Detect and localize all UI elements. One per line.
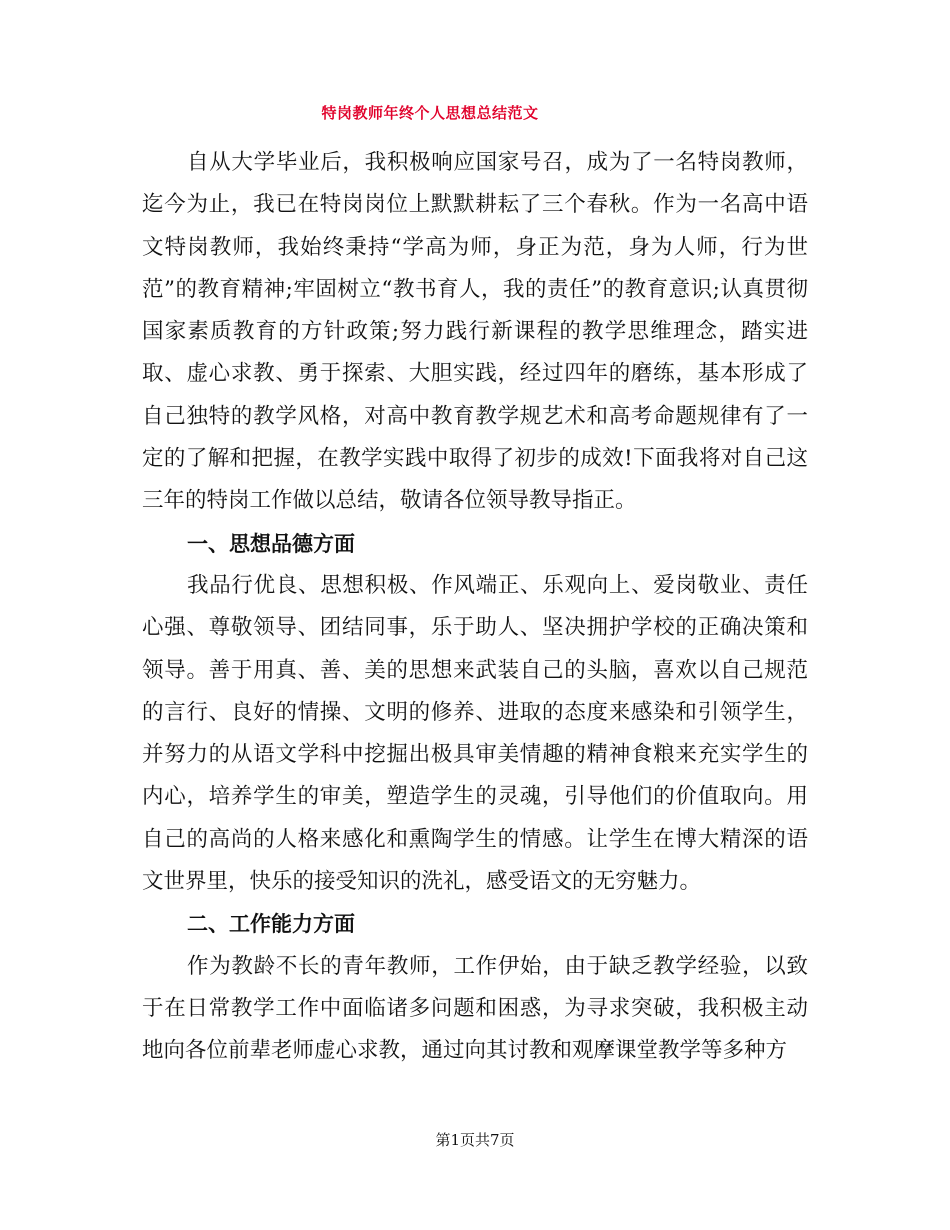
document-body <box>142 142 808 1073</box>
section-paragraph-work-ability: 作为教龄不长的青年教师，工作伊始，由于缺乏教学经验，以致于在日常教学工作中面临诸多问题和困惑，为寻求突破，我积极主动地向各位前辈老师虚心求教，通过向其讨教和观摩课堂教学等多种方 <box>142 953 808 1064</box>
section-heading-ideology: 一、思想品德方面 <box>187 531 355 556</box>
intro-paragraph: 自从大学毕业后，我积极响应国家号召，成为了一名特岗教师，迄今为止，我已在特岗岗位上默默耕耘了三个春秋。作为一名高中语文特岗教师，我始终秉持“学高为师，身正为范，身为人师，行为世范”的教育精神;牢固树立“教书育人，我的责任”的教育意识;认真贯彻国家素质教育的方针政策;努力践行新课程的教学思维理念，踏实进取、虚心求教、勇于探索、大胆实践，经过四年的磨练，基本形成了自己独特的教学风格，对高中教育教学规艺术和高考命题规律有了一定的了解和把握，在教学实践中取得了初步的成效!下面我将对自己这三年的特岗工作做以总结，敬请各位领导教导指正。 <box>142 150 808 514</box>
page-number-footer: 第1页共7页 <box>435 1131 515 1149</box>
section-paragraph-ideology: 我品行优良、思想积极、作风端正、乐观向上、爱岗敬业、责任心强、尊敬领导、团结同事，乐于助人、坚决拥护学校的正确决策和领导。善于用真、善、美的思想来武装自己的头脑，喜欢以自己规范的言行、良好的情操、文明的修养、进取的态度来感染和引领学生，并努力的从语文学科中挖掘出极具审美情趣的精神食粮来充实学生的内心，培养学生的审美，塑造学生的灵魂，引导他们的价值取向。用自己的高尚的人格来感化和熏陶学生的情感。让学生在博大精深的语文世界里，快乐的接受知识的洗礼，感受语文的无穷魅力。 <box>142 572 808 895</box>
section-heading-work-ability: 二、工作能力方面 <box>187 912 355 937</box>
document-title: 特岗教师年终个人思想总结范文 <box>321 104 539 122</box>
